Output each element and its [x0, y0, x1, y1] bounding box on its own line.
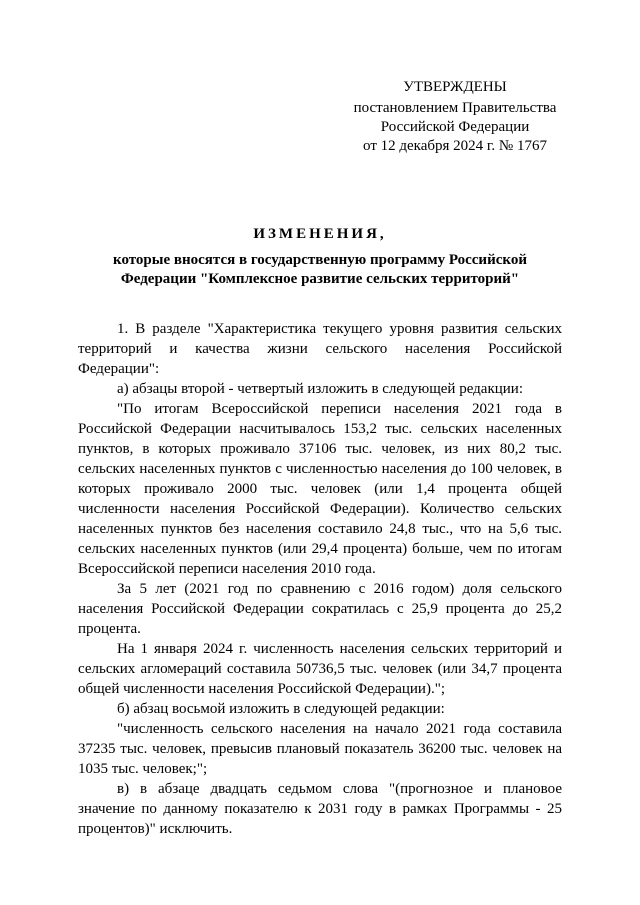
document-subtitle [80, 251, 560, 289]
approval-block [340, 78, 570, 156]
document-title: ИЗМЕНЕНИЯ, [253, 226, 387, 242]
approval-date-line: от 12 декабря 2024 г. № 1767 [363, 138, 547, 154]
paragraph-item-b: б) абзац восьмой изложить в следующей редакции: [117, 701, 445, 717]
paragraph-section-1: 1. В разделе "Характеристика текущего уровня развития сельских территорий и качества жизни сельского населения Российской Федерации": [78, 321, 562, 377]
paragraph-item-v: в) в абзаце двадцать седьмом слова "(прогнозное и плановое значение по данному показателю к 2031 году в рамках Программы - 25 процентов)" исключить. [78, 781, 562, 837]
subtitle-line-1: которые вносятся в государственную программу Российской [113, 252, 527, 268]
document-body [78, 319, 562, 839]
approval-decree-line: постановлением Правительства [353, 100, 557, 116]
approval-heading: УТВЕРЖДЕНЫ [403, 79, 507, 95]
subtitle-line-2: Федерации "Комплексное развитие сельских территорий" [120, 271, 520, 287]
paragraph-census-2021: "По итогам Всероссийской переписи населения 2021 года в Российской Федерации насчитывалось 153,2 тыс. сельских населенных пунктов, в которых проживало 37106 тыс. человек, из них 80,2 тыс. сельских населенных пунктов с численностью населения до 100 человек, в которых проживало 2000 тыс. человек (или 1,4 процента общей численности населения Российской Федерации). Количество сельских населенных пунктов без населения составило 24,8 тыс., что на 5,6 тыс. сельских населенных пунктов (или 29,4 процента) больше, чем по итогам Всероссийской переписи населения 2010 года. [78, 401, 562, 577]
paragraph-population-2024: На 1 января 2024 г. численность населения сельских территорий и сельских агломераций составила 50736,5 тыс. человек (или 34,7 процента общей численности населения Российской Федерации)."; [78, 641, 562, 697]
paragraph-rural-share: За 5 лет (2021 год по сравнению с 2016 годом) доля сельского населения Российской Федерации сократилась с 25,9 процента до 25,2 процента. [78, 581, 562, 637]
approval-authority-line: Российской Федерации [380, 119, 530, 135]
paragraph-rural-population-2021: "численность сельского населения на начало 2021 года составила 37235 тыс. человек, превысив плановый показатель 36200 тыс. человек на 1035 тыс. человек;"; [78, 721, 562, 777]
paragraph-item-a: а) абзацы второй - четвертый изложить в следующей редакции: [117, 381, 523, 397]
